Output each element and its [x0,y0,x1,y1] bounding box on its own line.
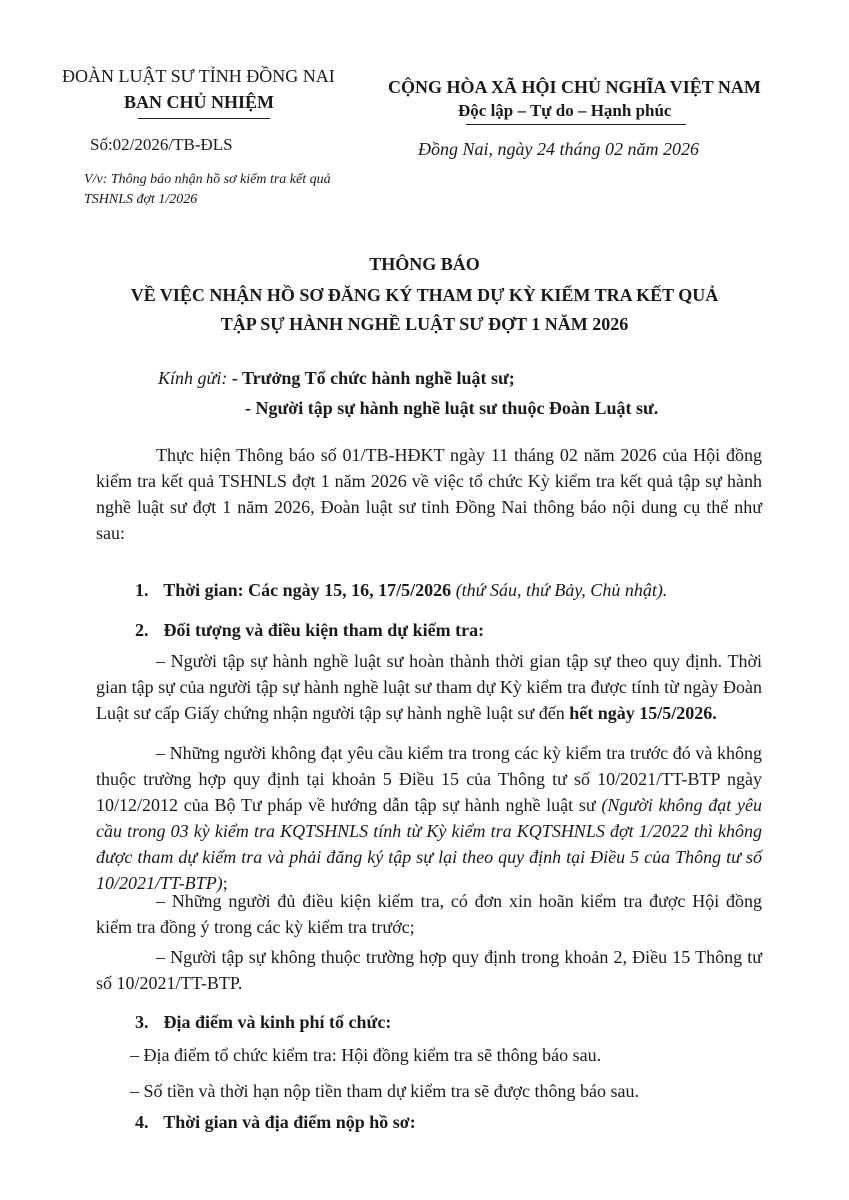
section-1-note: (thứ Sáu, thứ Bảy, Chủ nhật). [455,580,668,600]
place-and-date: Đồng Nai, ngày 24 tháng 02 năm 2026 [418,139,699,159]
section-2-label: Đối tượng và điều kiện tham dự kiểm tra: [163,620,485,640]
section-3-item-a: – Địa điểm tổ chức kiểm tra: Hội đồng kiểm tra sẽ thông báo sau. [130,1045,602,1065]
section-3-item-b: – Số tiền và thời hạn nộp tiền tham dự kiểm tra sẽ được thông báo sau. [130,1081,639,1101]
section-4-number: 4. [135,1112,149,1132]
section-2-heading [135,620,484,641]
section-2-item-b-end: ; [222,873,228,893]
section-3-label: Địa điểm và kinh phí tổ chức: [163,1012,392,1032]
section-2-item-a-text: – Người tập sự hành nghề luật sư hoàn thành thời gian tập sự theo quy định. Thời gian tập sự của người tập sự hành nghề luật sư tham dự Kỳ kiểm tra được tính từ ngày Đoàn Luật sư cấp Giấy chứng nhận người tập sự hành nghề luật sư đến [96,651,762,723]
section-2-number: 2. [135,620,149,640]
recipient-line-1: Kính gửi: - Trưởng Tổ chức hành nghề luật sư; [158,368,515,388]
section-2-item-b-note: (Người không đạt yêu cầu trong 03 kỳ kiểm tra KQTSHNLS tính từ Kỳ kiểm tra KQTSHNLS đợt 1/2022 thì không được tham dự kiểm tra và phải đăng ký tập sự lại theo quy định tại Điều 5 của Thông tư số 10/2021/TT-BTP) [96,795,762,893]
document-title-line-3: TẬP SỰ HÀNH NGHỀ LUẬT SƯ ĐỢT 1 NĂM 2026 [220,314,629,334]
section-4-heading [135,1112,416,1133]
section-1-label: Thời gian: Các ngày 15, 16, 17/5/2026 [163,580,452,600]
board-name: BAN CHỦ NHIỆM [124,92,275,112]
section-2-item-d [96,944,762,996]
section-2-item-a [96,648,762,726]
section-2-item-c [96,888,762,940]
intro-text: Thực hiện Thông báo số 01/TB-HĐKT ngày 11 tháng 02 năm 2026 của Hội đồng kiểm tra kết quả TSHNLS đợt 1 năm 2026 về việc tổ chức Kỳ kiểm tra kết quả tập sự hành nghề luật sư đợt 1 năm 2026, Đoàn luật sư tỉnh Đồng Nai thông báo nội dung cụ thể như sau: [96,445,762,543]
recipient-label: Kính gửi [158,368,222,388]
document-title-line-2: VỀ VIỆC NHẬN HỒ SƠ ĐĂNG KÝ THAM DỰ KỲ KIỂM TRA KẾT QUẢ [130,285,719,305]
section-2-item-c-text: – Những người đủ điều kiện kiểm tra, có đơn xin hoãn kiểm tra được Hội đồng kiểm tra đồng ý trong các kỳ kiểm tra trước; [96,891,762,937]
section-4-label: Thời gian và địa điểm nộp hồ sơ: [163,1112,416,1132]
document-number: Số:02/2026/TB-ĐLS [90,135,233,154]
board-underline [138,118,270,119]
section-3-number: 3. [135,1012,149,1032]
section-2-item-b-text: – Những người không đạt yêu cầu kiểm tra trong các kỳ kiểm tra trước đó và không thuộc trường hợp quy định tại khoản 5 Điều 15 của Thông tư số 10/2021/TT-BTP ngày 10/12/2012 của Bộ Tư pháp về hướng dẫn tập sự hành nghề luật sư [96,743,762,815]
recipient-2: - Người tập sự hành nghề luật sư thuộc Đoàn Luật sư. [245,398,659,418]
section-1-number: 1. [135,580,149,600]
national-motto: Độc lập – Tự do – Hạnh phúc [458,101,672,120]
section-2-item-d-text: – Người tập sự không thuộc trường hợp quy định trong khoản 2, Điều 15 Thông tư số 10/2021/TT-BTP. [96,947,762,993]
organization-name: ĐOÀN LUẬT SƯ TỈNH ĐỒNG NAI [62,66,335,86]
motto-underline [466,124,686,125]
document-subject: V/v: Thông báo nhận hồ sơ kiểm tra kết quả TSHNLS đợt 1/2026 [84,172,331,207]
intro-paragraph [96,442,762,546]
section-1-heading [135,580,667,601]
section-2-item-b [96,740,762,896]
document-title: THÔNG BÁO [369,254,480,274]
section-2-deadline: hết ngày 15/5/2026. [569,703,717,723]
recipient-1: - Trưởng Tổ chức hành nghề luật sư; [231,368,515,388]
nation-heading: CỘNG HÒA XÃ HỘI CHỦ NGHĨA VIỆT NAM [388,77,761,97]
section-3-heading [135,1012,391,1033]
